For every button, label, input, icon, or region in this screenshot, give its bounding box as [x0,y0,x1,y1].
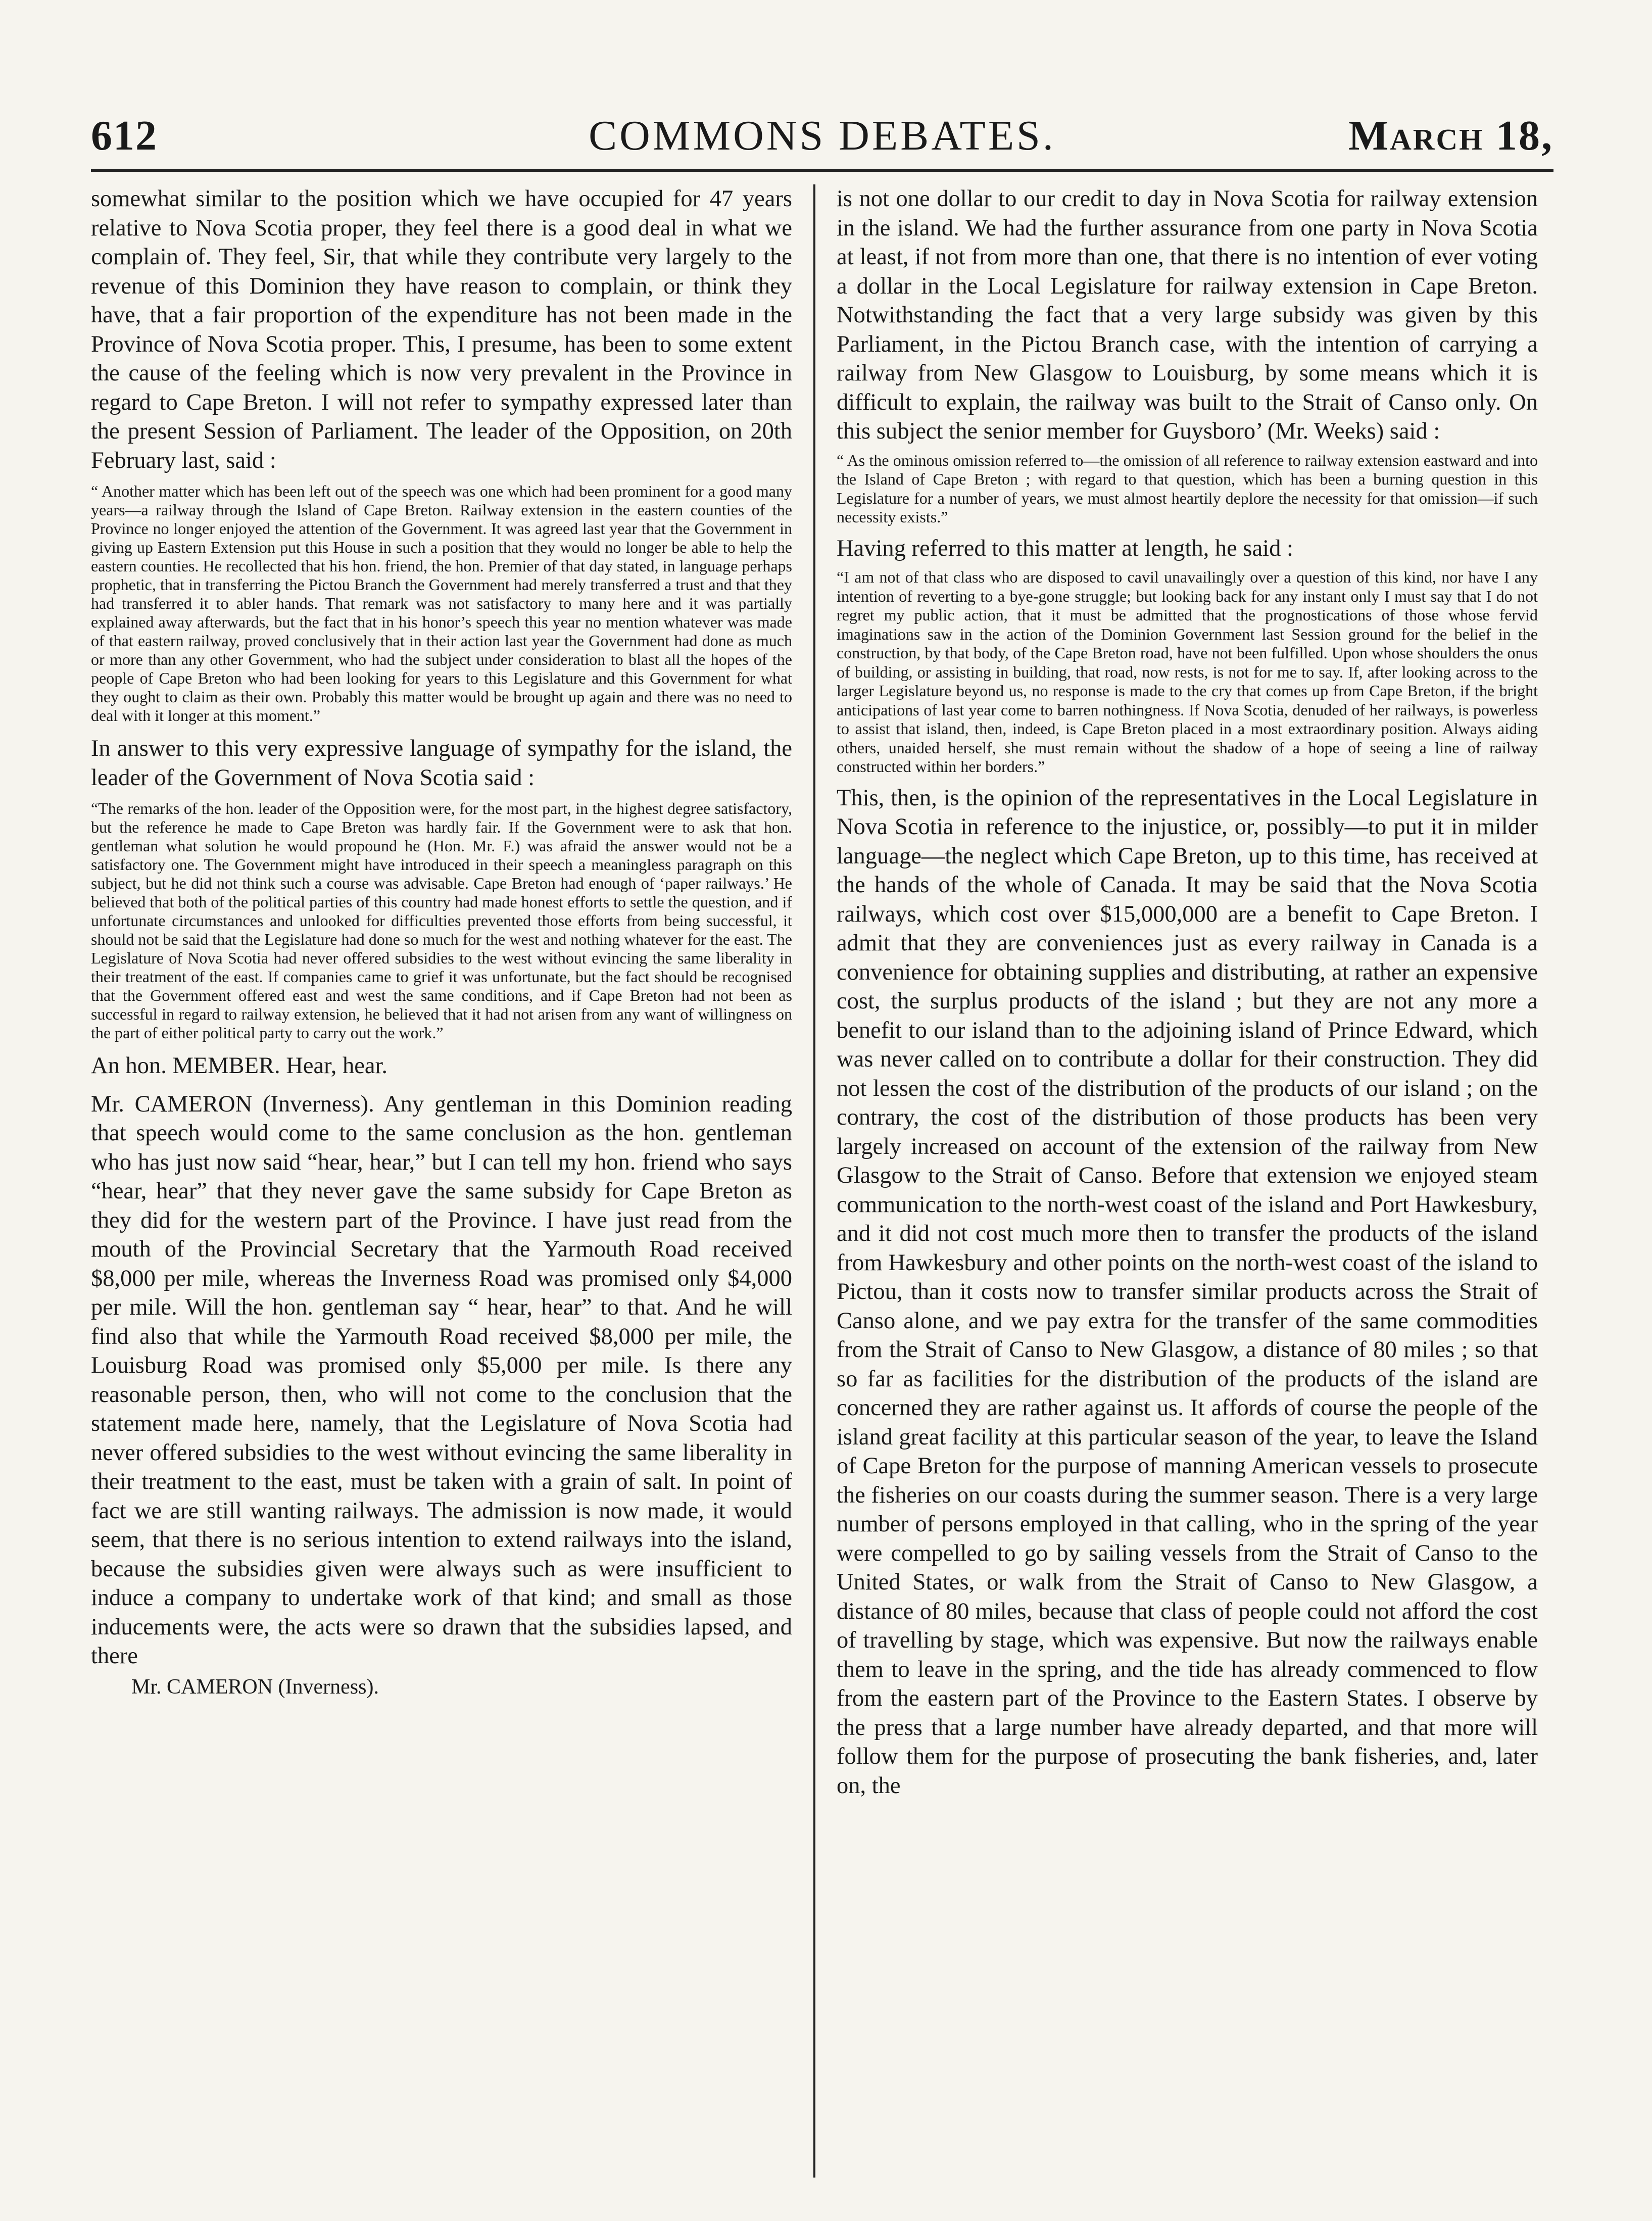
column-footer-speaker: Mr. CAMERON (Inverness). [131,1675,379,1699]
left-quote-government: “The remarks of the hon. leader of the Opposition were, for the most part, in the highest degree satisfactory, but the reference he made to Cape Breton was hardly fair. If the Government were to ask that hon. gentleman what solution he would propound he (Hon. Mr. F.) was afraid the answer would not be a satisfactory one. The Government might have introduced in their speech a meaningless paragraph on this subject, but he did not think such a course was advisable. Cape Breton had enough of ‘paper railways.’ He believed that both of the political parties of this country had made honest efforts to settle the question, and if unfortunate circumstances and unlooked for difficulties prevented those efforts from being successful, it should not be said that the Legislature had done so much for the west and nothing whatever for the east. The Legislature of Nova Scotia had never offered subsidies to the west without evincing the same liberality in their treatment of the east. If companies came to grief it was unfortunate, but the fact should be recognised that the Government offered east and west the same conditions, and if Cape Breton had not been as successful in regard to railway extension, he believed that it had not arisen from any want of willingness on the part of either political party to carry out the work.” [91,799,792,1042]
cameron-speech [91,1090,792,1671]
right-paragraph-1: is not one dollar to our credit to day in Nova Scotia for railway extension in the island. We had the further assurance from one party in Nova Scotia at least, if not from more than one, that there is no intention of ever voting a dollar in the Local Legislature for railway extension in Cape Breton. Notwithstanding the fact that a very large subsidy was given by this Parliament, in the Pictou Branch case, with the intention of carrying a railway from New Glasgow to Louisburg, by some means which it is difficult to explain, the railway was built to the Strait of Canso only. On this subject the senior member for Guysboro’ (Mr. Weeks) said : [837,186,1538,444]
left-quote-opposition: “ Another matter which has been left out of the speech was one which had been prominent for a good many years—a railway through the Island of Cape Breton. Railway extension in the eastern counties of the Province no longer enjoyed the attention of the Government. It was agreed last year that the Government in giving up Eastern Extension put this House in such a position that they would no longer be able to help the eastern counties. He recollected that his hon. friend, the hon. Premier of that day stated, in language perhaps prophetic, that in transferring the Pictou Branch the Government had merely transferred a trust and that they had transferred it to abler hands. That remark was not satisfactory to many here and it was partially explained away afterwards, but the fact that in his honor’s speech this year no mention whatever was made of that eastern railway, proved conclusively that in their action last year the Government had done as much or more than any other Government, who had the subject under consideration to blast all the hopes of the people of Cape Breton who had been looking for years to this Legislature and this Government for what they ought to claim as their own. Probably this matter would be brought up again and there was no need to deal with it longer at this moment.” [91,482,792,725]
member-interjection [91,1051,792,1081]
page-date: March 18, [1348,112,1553,159]
right-quote-weeks-2: “I am not of that class who are disposed to cavil unavailingly over a question of this kind, nor have I any intention of reverting to a bye-gone struggle; but looking back for any instant only I must say that I do not regret my public action, that it must be admitted that the prognostications of those whose fervid imaginations saw in the action of the Dominion Government last Session ground for the belief in the construction, by that body, of the Cape Breton road, have not been fulfilled. Upon whose shoulders the onus of building, or assisting in building, that road, now rests, is not for me to say. If, after looking across to the larger Legislature beyond us, no response is made to the cry that comes up from Cape Breton, if the bright anticipations of last year come to barren nothingness. If Nova Scotia, denuded of her railways, is powerless to assist that island, then, indeed, is Cape Breton placed in a most extraordinary position. Always aiding others, unaided herself, she must remain without the shadow of a hope of seeing a line of railway constructed within her borders.” [837,568,1538,776]
cameron-text: Any gentleman in this Dominion reading that speech would come to the same conclusion as the hon. gentleman who has just now said “hear, hear,” but I can tell my hon. friend who says “hear, hear” that they never gave the same subsidy for Cape Breton as they did for the western part of the Province. I have just read from the mouth of the Provincial Secretary that the Yarmouth Road received $8,000 per mile, whereas the Inverness Road was promised only $4,000 per mile. Will the hon. gentleman say “ hear, hear” to that. And he will find also that while the Yarmouth Road received $8,000 per mile, the Louisburg Road was promised only $5,000 per mile. Is there any reasonable person, then, who will not come to the conclusion that the statement made here, namely, that the Legislature of Nova Scotia had never offered subsidies to the west without evincing the same liberality in their treatment to the east, must be taken with a grain of salt. In point of fact we are still wanting railways. The admission is now made, it would seem, that there is no serious intention to extend railways into the island, because the subsidies given were always such as were insufficient to induce a company to undertake work of that kind; and small as those inducements were, the acts were so drawn that the subsidies lapsed, and there [91,1091,792,1669]
two-column-body [91,184,1553,2178]
cameron-speaker: Mr. CAMERON (Inverness). [91,1091,374,1117]
member-text: Hear, hear. [286,1053,388,1079]
newspaper-page [91,96,1553,2178]
member-speaker: An hon. MEMBER. [91,1053,280,1079]
right-paragraph-3: This, then, is the opinion of the representatives in the Local Legislature in Nova Scotia in reference to the injustice, or, possibly—to put it in milder language—the neglect which Cape Breton, up to this time, has received at the hands of the whole of Canada. It may be said that the Nova Scotia railways, which cost over $15,000,000 are a benefit to Cape Breton. I admit that they are conveniences just as every railway in Canada is a convenience for obtaining supplies and distributing, at rather an expensive cost, the surplus products of the island ; but they are not any more a benefit to our island than to the adjoining island of Prince Edward, which was never called on to contribute a dollar for their construction. They did not lessen the cost of the distribution of the products of our island ; on the contrary, the cost of the distribution of those products has been very largely increased on account of the extension of the railway from New Glasgow to the Strait of Canso. Before that extension we enjoyed steam communication to the north-west coast of the island and Port Hawkesbury, and it did not cost much more then to transfer the products of the island from Hawkesbury and other points on the north-west coast of the island to Pictou, than it costs now to transfer similar products across the Strait of Canso alone, and we pay extra for the transfer of the same commodities from the Strait of Canso to New Glasgow, a distance of 80 miles ; so that so far as facilities for the distribution of the products of the island are concerned they are rather against us. It affords of course the people of the island great facility at this particular season of the year, to leave the Island of Cape Breton for the purpose of manning American vessels to prosecute the fisheries on our coasts during the summer season. There is a very large number of persons employed in that calling, who in the spring of the year were compelled to go by sailing vessels from the Strait of Canso to the United States, or walk from the Strait of Canso to New Glasgow, a distance of 80 miles, because that class of people could not afford the cost of travelling by stage, which was expensive. But now the railways enable them to leave in the spring, and the tide has already commenced to flow from the eastern part of the Province to the Eastern States. I observe by the press that a large number have already departed, and that more will follow them for the purpose of prosecuting the bank fisheries, and, later on, the [837,785,1538,1799]
page-number: 612 [91,112,158,159]
left-paragraph-1: somewhat similar to the position which we have occupied for 47 years relative to Nova Scotia proper, they feel there is a good deal in what we complain of. They feel, Sir, that while they contribute very largely to the revenue of this Dominion they have reason to complain, or think they have, that a fair proportion of the expenditure has not been made in the Province of Nova Scotia proper. This, I presume, has been to some extent the cause of the feeling which is now very prevalent in the Province in regard to Cape Breton. I will not refer to sympathy expressed later than the present Session of Parliament. The leader of the Opposition, on 20th February last, said : [91,186,792,473]
column-divider [813,184,815,2178]
left-paragraph-2: In answer to this very expressive language of sympathy for the island, the leader of the Government of Nova Scotia said : [91,736,792,791]
page-header [91,96,1553,172]
right-paragraph-2: Having referred to this matter at length, he said : [837,535,1293,561]
right-quote-weeks-1: “ As the ominous omission referred to—the omission of all reference to railway extension eastward and into the Island of Cape Breton ; with regard to that question, which has been a burning question in this Legislature for a number of years, we must almost heartily deplore the necessity for that omission—if such necessity exists.” [837,451,1538,526]
right-column [821,184,1538,2178]
left-column [91,184,807,2178]
publication-title: COMMONS DEBATES. [589,112,1056,159]
